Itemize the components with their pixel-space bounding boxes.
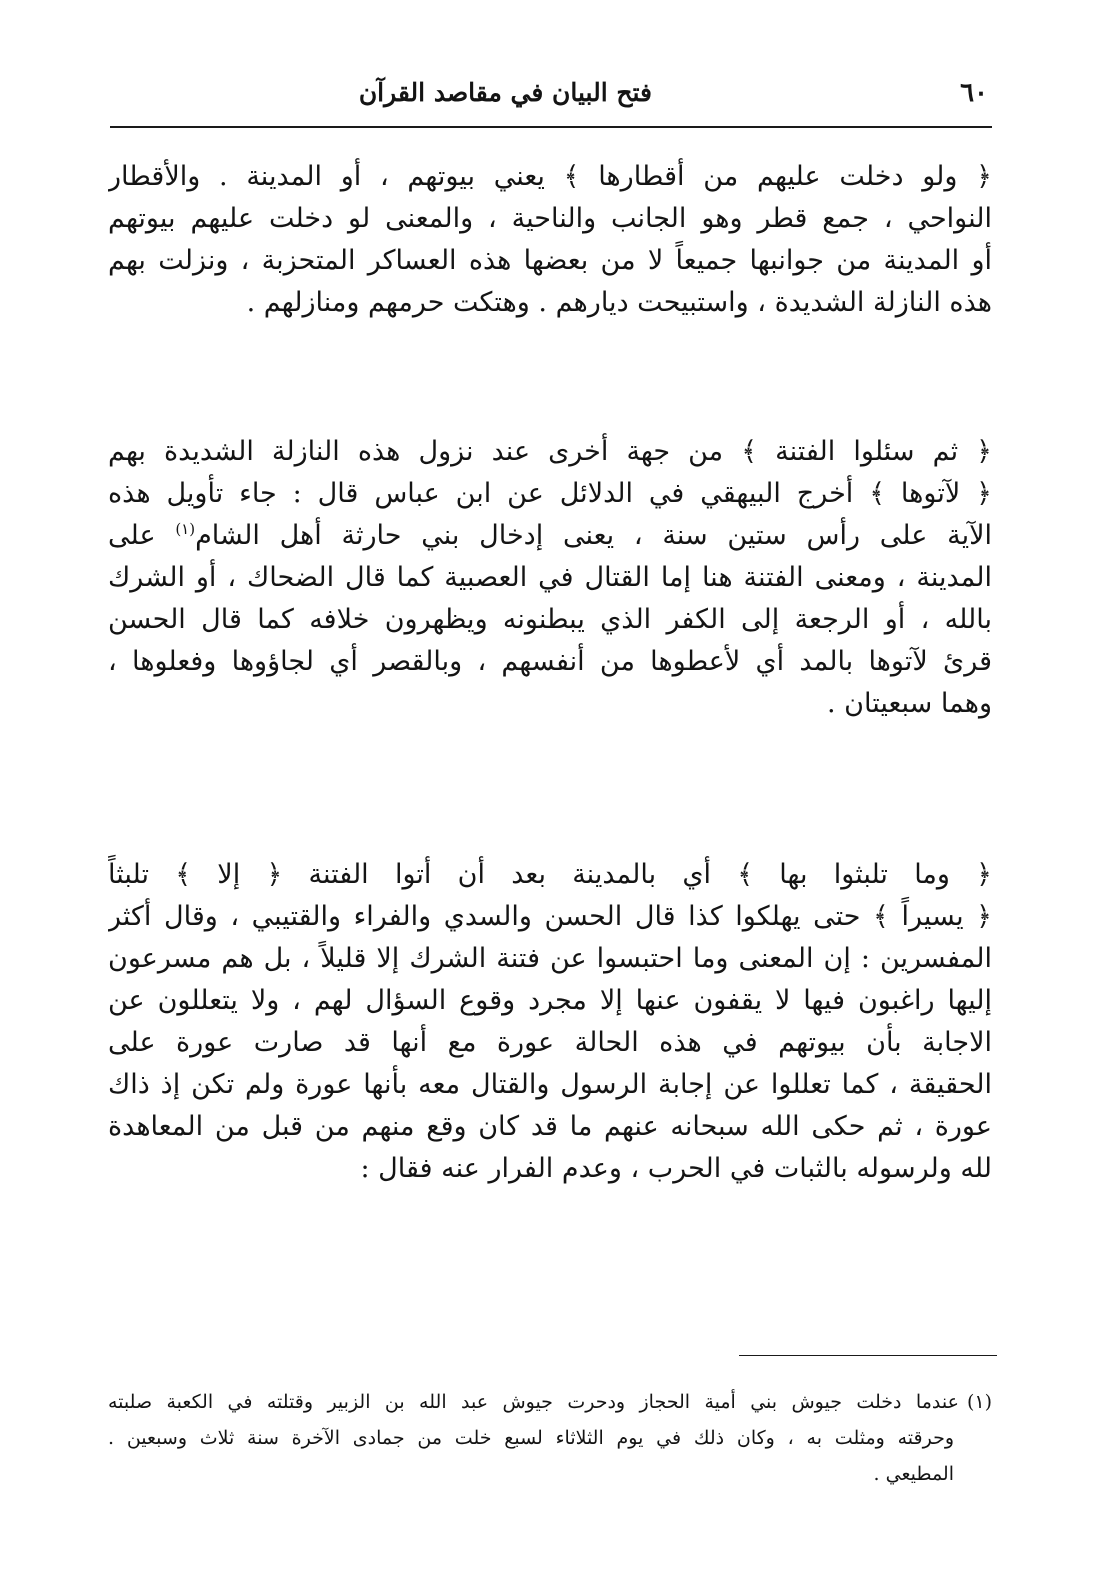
text-line: ﴿ وما تلبثوا بها ﴾ أي بالمدينة بعد أن أتوا الفتنة ﴿ إلا ﴾ تلبثاً <box>108 859 992 890</box>
text-line: ﴿ ثم سئلوا الفتنة ﴾ من جهة أخرى عند نزول هذه النازلة الشديدة بهم <box>108 436 992 467</box>
text-line: قرئ لآتوها بالمد أي لأعطوها من أنفسهم ، وبالقصر أي لجاؤوها وفعلوها ، <box>108 646 992 677</box>
text-line: ﴿ يسيراً ﴾ حتى يهلكوا كذا قال الحسن والسدي والفراء والقتيبي ، وقال أكثر <box>108 901 992 932</box>
text-line: عورة ، ثم حكى الله سبحانه عنهم ما قد كان وقع منهم من قبل من المعاهدة <box>108 1111 992 1142</box>
text-line: لله ولرسوله بالثبات في الحرب ، وعدم الفرار عنه فقال : <box>360 1153 992 1184</box>
footnote-reference[interactable]: (١) <box>175 520 196 538</box>
text-line-with-footnote <box>108 515 992 557</box>
paragraph-1 <box>108 156 992 324</box>
footnote-marker: (١) <box>966 1391 992 1413</box>
paragraph-2 <box>108 431 992 725</box>
text-line: المدينة ، ومعنى الفتنة هنا إما القتال في العصبية كما قال الضحاك ، أو الشرك <box>108 562 992 593</box>
footnote-line: وحرقته ومثلت به ، وكان ذلك في يوم الثلاثاء لسبع خلت من جمادى الآخرة سنة ثلاث وسبعين . <box>108 1427 954 1449</box>
text-line: بالله ، أو الرجعة إلى الكفر الذي يبطنونه ويظهرون خلافه كما قال الحسن <box>108 604 992 635</box>
text-line: الحقيقة ، كما تعللوا عن إجابة الرسول والقتال معه بأنها عورة ولم تكن إذ ذاك <box>108 1069 992 1100</box>
text-segment: على <box>108 520 156 551</box>
text-line: ﴿ لآتوها ﴾ أخرج البيهقي في الدلائل عن ابن عباس قال : جاء تأويل هذه <box>108 478 992 509</box>
footnote-line: المطيعي . <box>873 1463 954 1485</box>
text-line: وهما سبعيتان . <box>826 688 992 719</box>
text-line: ﴿ ولو دخلت عليهم من أقطارها ﴾ يعني بيوتهم ، أو المدينة . والأقطار <box>108 161 992 192</box>
text-line: إليها راغبون فيها لا يقفون عنها إلا مجرد وقوع السؤال لهم ، ولا يتعللون عن <box>108 985 992 1016</box>
text-segment: الآية على رأس ستين سنة ، يعنى إدخال بني حارثة أهل الشام <box>195 520 992 551</box>
text-line: النواحي ، جمع قطر وهو الجانب والناحية ، والمعنى لو دخلت عليهم بيوتهم <box>108 203 992 234</box>
footnote-line <box>108 1384 992 1420</box>
text-line: الاجابة بأن بيوتهم في هذه الحالة عورة مع أنها قد صارت عورة على <box>108 1027 992 1058</box>
text-line: أو المدينة من جوانبها جميعاً لا من بعضها هذه العساكر المتحزبة ، ونزلت بهم <box>108 245 992 276</box>
footnote <box>108 1384 992 1492</box>
text-line: المفسرين : إن المعنى وما احتبسوا عن فتنة الشرك إلا قليلاً ، بل هم مسرعون <box>108 943 992 974</box>
paragraph-3 <box>108 854 992 1190</box>
running-title: فتح البيان في مقاصد القرآن <box>358 78 652 107</box>
page-number: ٦٠ <box>960 78 988 108</box>
header-rule <box>110 126 992 128</box>
text-line: هذه النازلة الشديدة ، واستبيحت ديارهم . وهتكت حرمهم ومنازلهم . <box>246 287 992 318</box>
running-header <box>110 78 992 126</box>
footnote-text: عندما دخلت جيوش بني أمية الحجاز ودحرت جيوش عبد الله بن الزبير وقتلته في الكعبة صلبته <box>108 1391 959 1413</box>
footnote-rule <box>739 1355 997 1356</box>
